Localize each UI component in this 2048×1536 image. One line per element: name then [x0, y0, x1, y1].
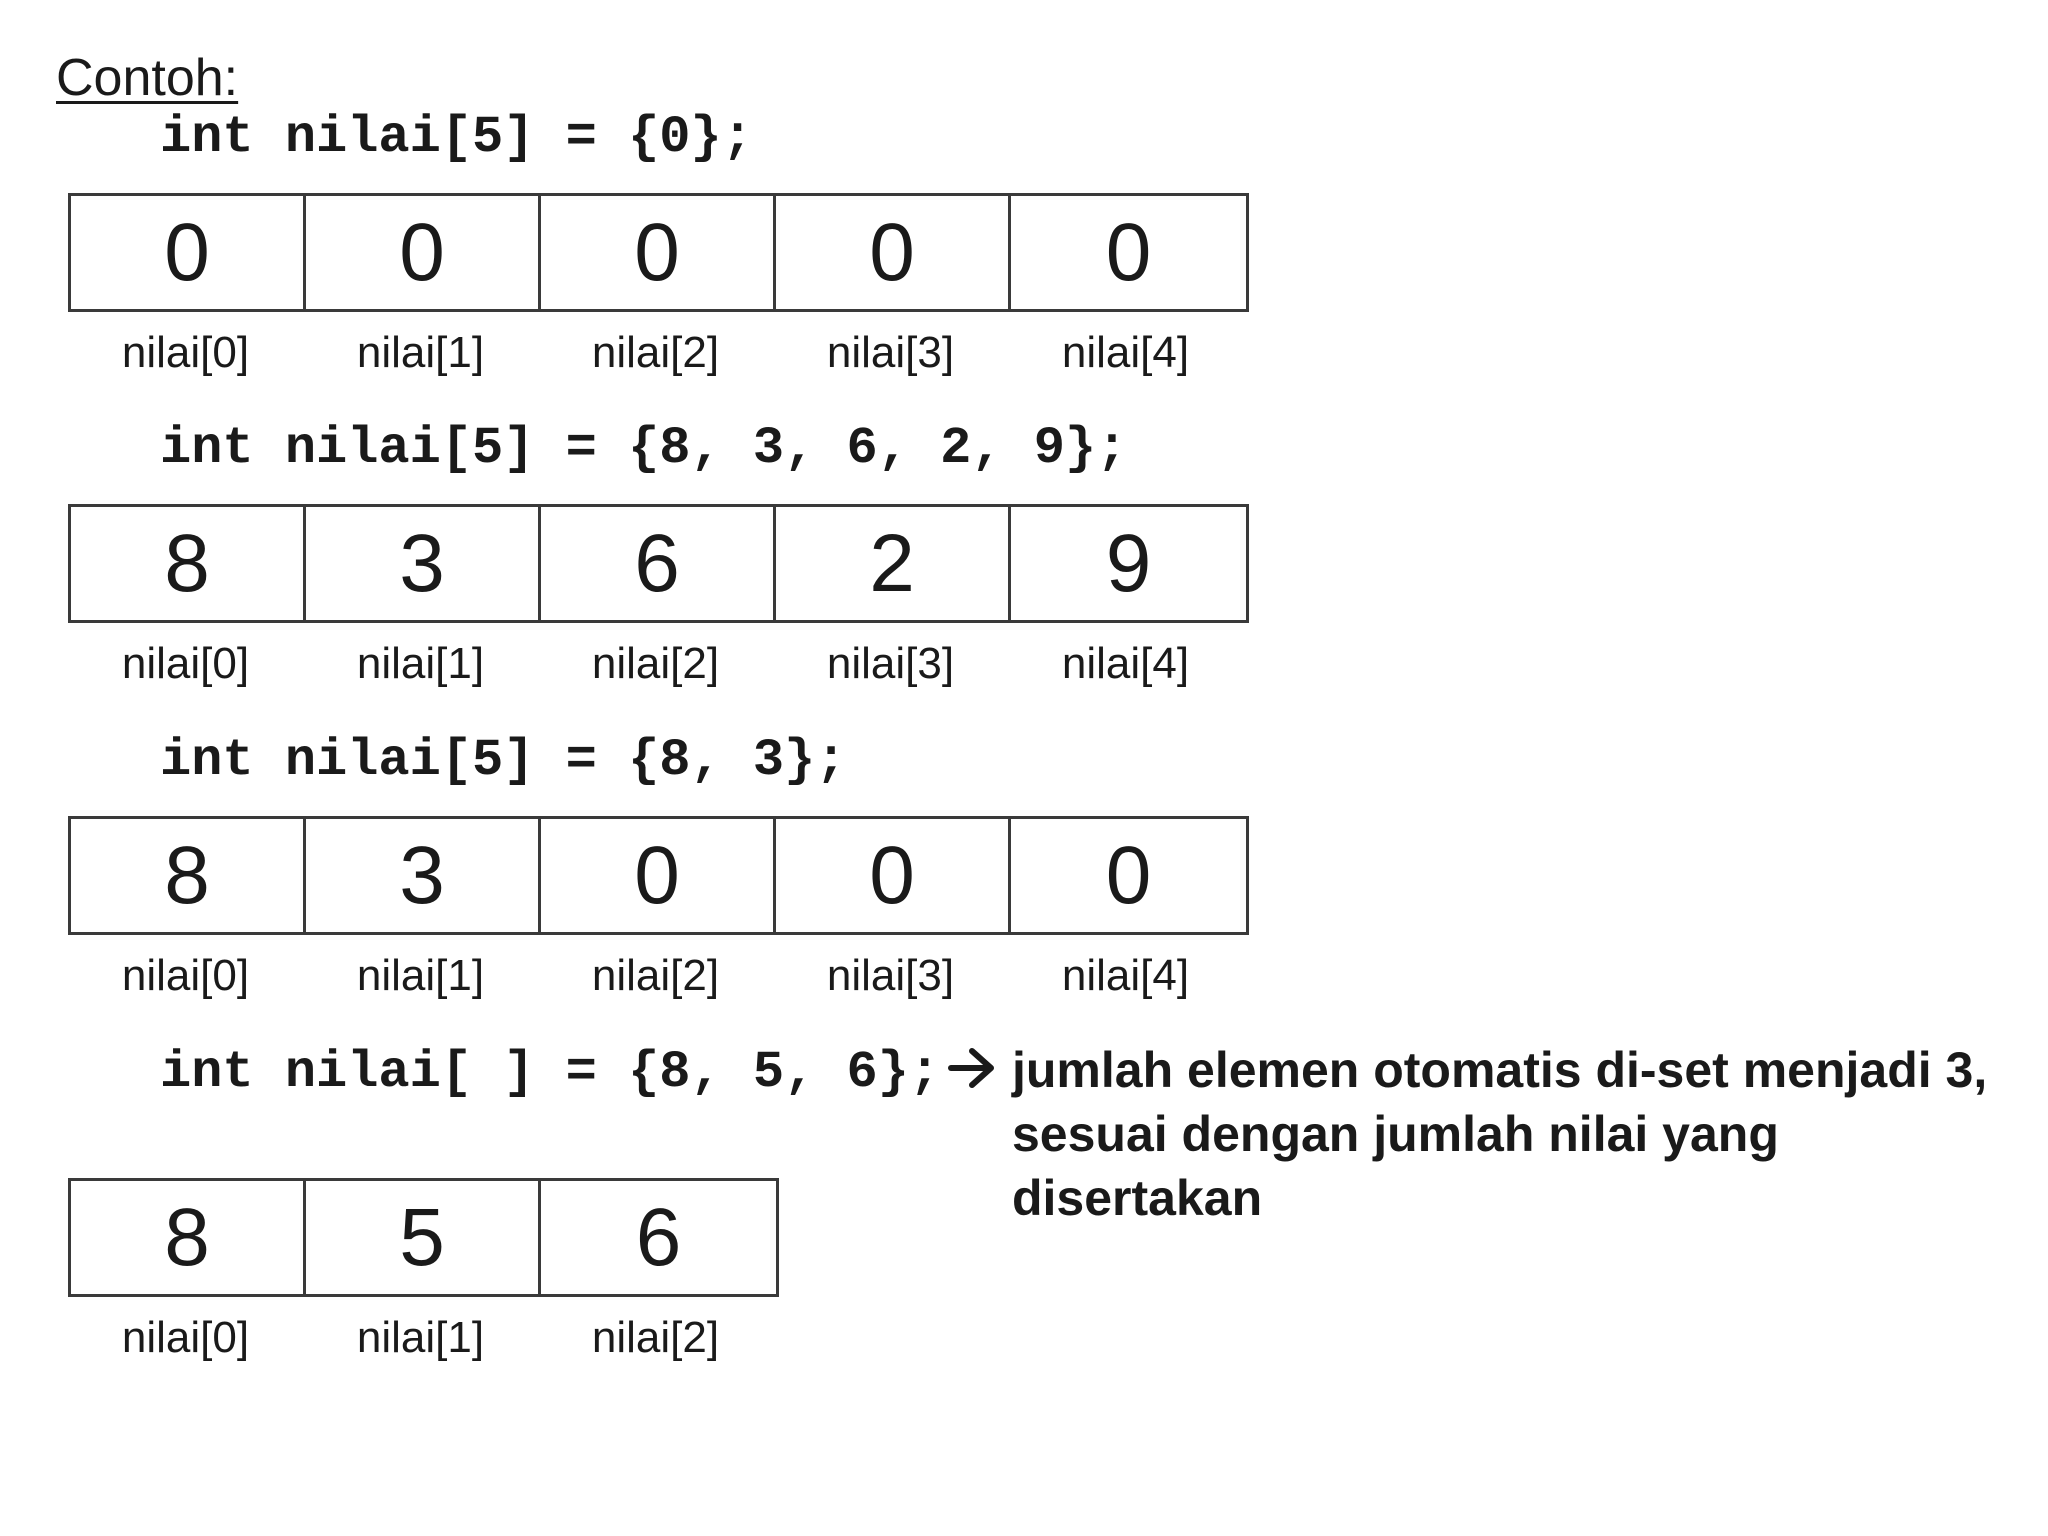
index-label: nilai[1]	[356, 951, 485, 1000]
array-cell: 8	[71, 819, 306, 932]
index-label: nilai[3]	[826, 328, 955, 377]
index-label: nilai[3]	[826, 951, 955, 1000]
array-cell: 0	[306, 196, 541, 309]
index-label: nilai[2]	[591, 1313, 720, 1362]
array-cell: 0	[1105, 206, 1152, 298]
arrow-right-icon	[948, 1046, 998, 1090]
index-label: nilai[2]	[591, 328, 720, 377]
index-label: nilai[0]	[121, 328, 250, 377]
array-cell: 0	[541, 819, 776, 932]
array-cell: 9	[1105, 517, 1152, 609]
index-label: nilai[1]	[356, 639, 485, 688]
index-label: nilai[2]	[591, 639, 720, 688]
array-cell: 6	[635, 1191, 682, 1283]
array-diagram-2	[68, 504, 1249, 623]
index-label: nilai[0]	[121, 951, 250, 1000]
array-cell: 5	[306, 1181, 541, 1294]
index-label: nilai[2]	[591, 951, 720, 1000]
index-label: nilai[0]	[121, 639, 250, 688]
array-cell: 3	[306, 819, 541, 932]
page-heading: Contoh:	[56, 49, 239, 107]
index-labels-3	[68, 951, 1243, 1001]
code-line-3: int nilai[5] = {8, 3};	[160, 731, 847, 790]
index-label: nilai[4]	[1061, 328, 1190, 377]
index-label: nilai[3]	[826, 639, 955, 688]
code-line-4: int nilai[ ] = {8, 5, 6};	[160, 1043, 941, 1102]
index-label: nilai[4]	[1061, 951, 1190, 1000]
array-cell: 6	[541, 507, 776, 620]
array-cell: 3	[306, 507, 541, 620]
index-label: nilai[4]	[1061, 639, 1190, 688]
array-cell: 0	[776, 196, 1011, 309]
array-cell: 2	[776, 507, 1011, 620]
index-label: nilai[0]	[121, 1313, 250, 1362]
array-cell: 0	[776, 819, 1011, 932]
array-cell: 0	[1105, 829, 1152, 921]
explanation-note: jumlah elemen otomatis di-set menjadi 3, sesuai dengan jumlah nilai yang disertakan	[1012, 1042, 1988, 1226]
array-diagram-4	[68, 1178, 779, 1297]
index-label: nilai[1]	[356, 328, 485, 377]
array-cell: 8	[71, 507, 306, 620]
code-line-2: int nilai[5] = {8, 3, 6, 2, 9};	[160, 419, 1128, 478]
index-labels-2	[68, 639, 1243, 689]
index-labels-4	[68, 1313, 773, 1363]
array-diagram-3	[68, 816, 1249, 935]
array-cell: 0	[541, 196, 776, 309]
array-cell: 8	[71, 1181, 306, 1294]
index-labels-1	[68, 328, 1243, 378]
array-cell: 0	[71, 196, 306, 309]
array-diagram-1	[68, 193, 1249, 312]
code-line-1: int nilai[5] = {0};	[160, 108, 753, 167]
index-label: nilai[1]	[356, 1313, 485, 1362]
